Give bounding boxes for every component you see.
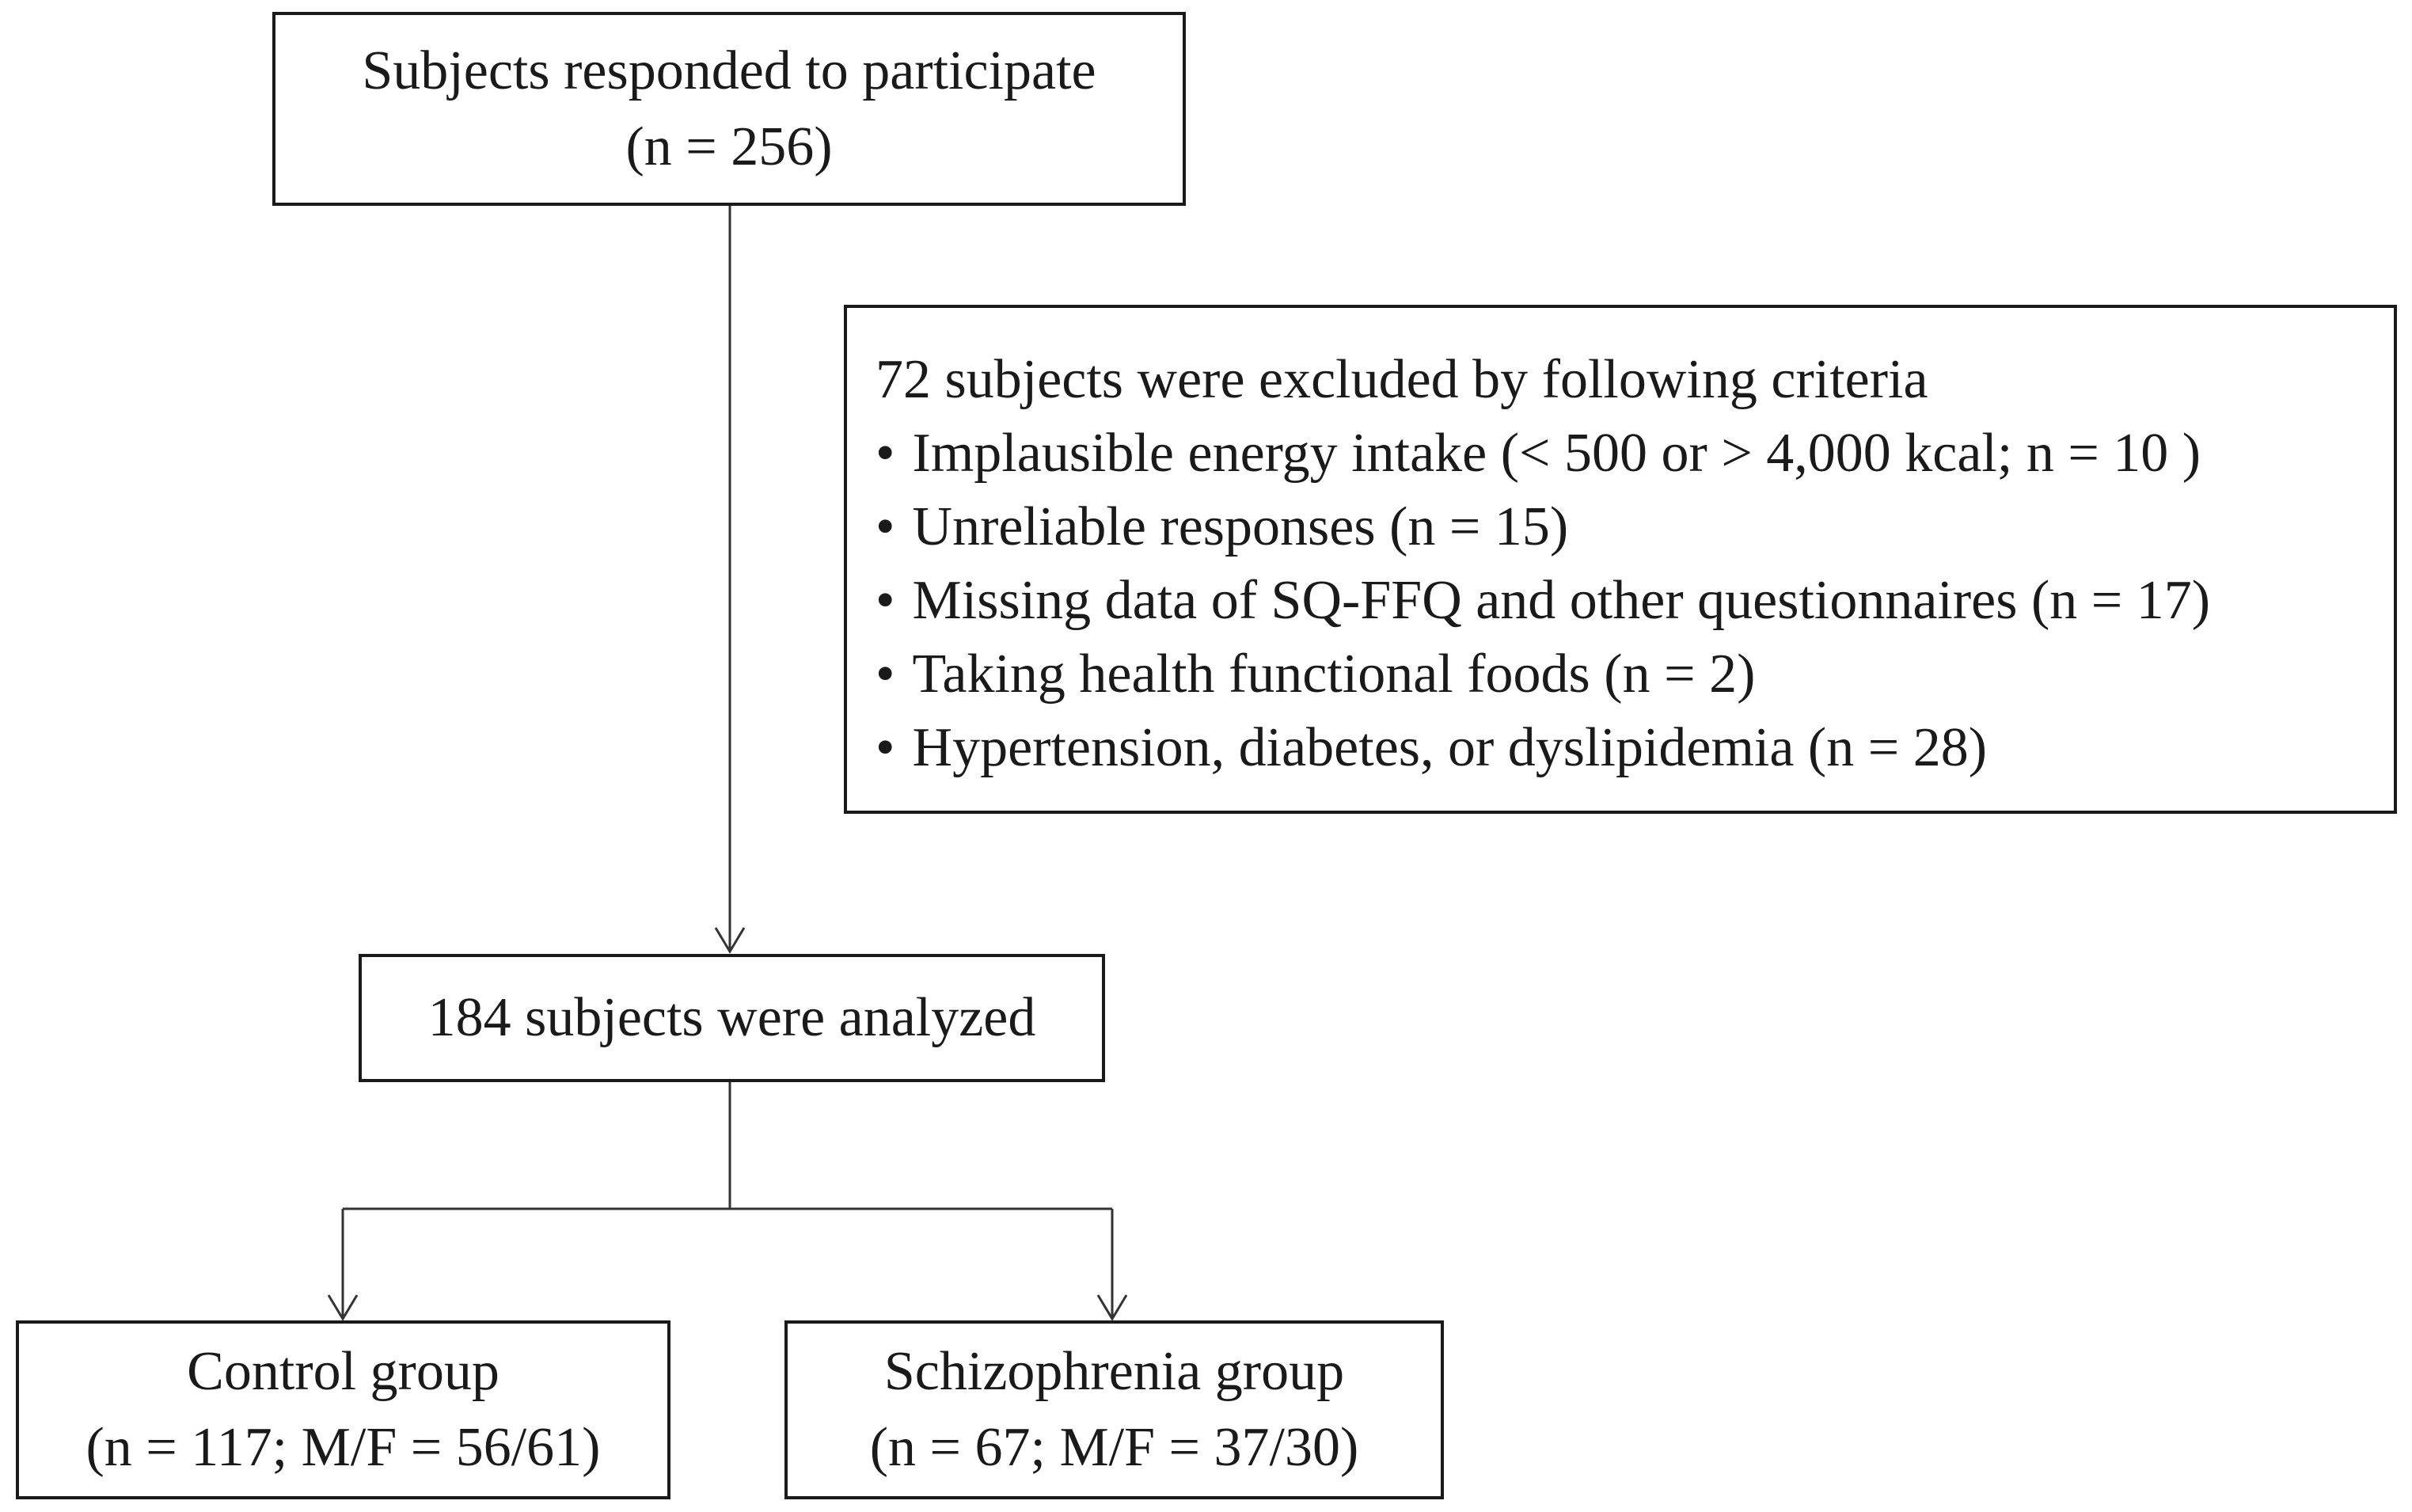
enrollment-box xyxy=(272,12,1186,206)
exclusion-item xyxy=(876,416,2394,490)
exclusion-item-text: Implausible energy intake (< 500 or > 4,000 kcal; n = 10 ) xyxy=(912,423,2201,484)
exclusion-item xyxy=(876,637,2394,711)
analyzed-label: 184 subjects were analyzed xyxy=(427,987,1036,1048)
analyzed-box xyxy=(359,954,1105,1082)
exclusion-item-text: Taking health functional foods (n = 2) xyxy=(912,644,1756,705)
enrollment-count: (n = 256) xyxy=(625,116,833,177)
bullet-icon: • xyxy=(876,423,895,484)
bullet-icon: • xyxy=(876,717,895,778)
exclusion-header: 72 subjects were excluded by following criteria xyxy=(876,349,1928,410)
exclusion-item xyxy=(876,564,2394,637)
bullet-icon: • xyxy=(876,570,895,631)
exclusion-item-text: Hypertension, diabetes, or dyslipidemia (n = 28) xyxy=(912,717,1988,778)
exclusion-item-text: Missing data of SQ-FFQ and other questionnaires (n = 17) xyxy=(912,570,2211,631)
control-group-detail: (n = 117; M/F = 56/61) xyxy=(85,1417,601,1478)
bullet-icon: • xyxy=(876,496,895,557)
enrollment-title: Subjects responded to participate xyxy=(362,40,1096,101)
control-group-title: Control group xyxy=(187,1341,499,1402)
exclusion-box xyxy=(844,305,2397,814)
schizophrenia-group-title: Schizophrenia group xyxy=(883,1341,1345,1402)
exclusion-item xyxy=(876,490,2394,564)
schizophrenia-group-detail: (n = 67; M/F = 37/30) xyxy=(869,1417,1359,1478)
exclusion-item-text: Unreliable responses (n = 15) xyxy=(912,496,1569,557)
bullet-icon: • xyxy=(876,644,895,705)
schizophrenia-group-box xyxy=(784,1320,1444,1499)
exclusion-item xyxy=(876,711,2394,784)
control-group-box xyxy=(16,1320,670,1499)
